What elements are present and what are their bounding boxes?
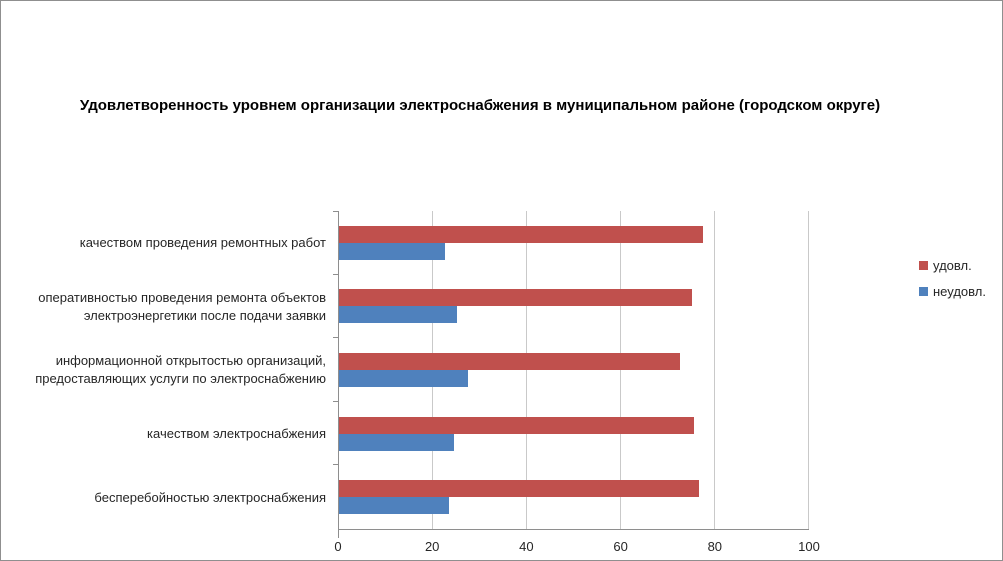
bar-rows xyxy=(339,211,809,529)
legend-swatch-icon xyxy=(919,287,928,296)
axis-tick xyxy=(338,530,339,538)
bar-series-0 xyxy=(339,417,694,434)
x-axis-tick-label: 100 xyxy=(798,539,820,554)
category-row xyxy=(339,338,809,402)
legend-swatch-icon xyxy=(919,261,928,270)
bar-series-1 xyxy=(339,243,445,260)
legend-label: удовл. xyxy=(933,258,972,273)
category-row xyxy=(339,275,809,339)
category-row xyxy=(339,465,809,529)
x-axis-tick-label: 80 xyxy=(707,539,723,554)
chart-title: Удовлетворенность уровнем организации электроснабжения в муниципальном районе (городском округе) xyxy=(79,97,881,114)
bar-series-1 xyxy=(339,370,468,387)
bar-series-0 xyxy=(339,226,703,243)
bar-series-1 xyxy=(339,306,457,323)
category-axis-tick xyxy=(333,464,339,465)
category-label: качеством электроснабжения xyxy=(147,426,326,442)
category-axis-tick xyxy=(333,274,339,275)
category-axis-labels xyxy=(1,211,332,530)
legend xyxy=(919,258,986,299)
category-label: оперативностью проведения ремонта объектов электроэнергетики после подачи заявки xyxy=(38,289,326,323)
legend-item-0 xyxy=(919,258,986,273)
category-axis-tick xyxy=(333,401,339,402)
category-axis-tick xyxy=(333,211,339,212)
category-row xyxy=(339,402,809,466)
legend-label: неудовл. xyxy=(933,284,986,299)
x-axis-tick-label: 40 xyxy=(519,539,534,554)
x-axis-tick-label: 20 xyxy=(424,539,440,554)
category-label: бесперебойностью электроснабжения xyxy=(94,490,326,506)
category-label: качеством проведения ремонтных работ xyxy=(79,234,326,250)
plot-area xyxy=(338,211,809,530)
category-label: информационной открытостью организаций, предоставляющих услуги по электроснабжению xyxy=(35,353,326,387)
bar-series-0 xyxy=(339,480,699,497)
x-axis-tick-label: 0 xyxy=(334,539,342,554)
value-axis-labels xyxy=(334,539,820,555)
bar-series-0 xyxy=(339,353,680,370)
bar-series-1 xyxy=(339,497,449,514)
legend-item-1 xyxy=(919,284,986,299)
x-axis-tick-label: 60 xyxy=(613,539,628,554)
category-row xyxy=(339,211,809,275)
bar-series-0 xyxy=(339,289,692,306)
category-axis-tick xyxy=(333,337,339,338)
bar-series-1 xyxy=(339,434,454,451)
